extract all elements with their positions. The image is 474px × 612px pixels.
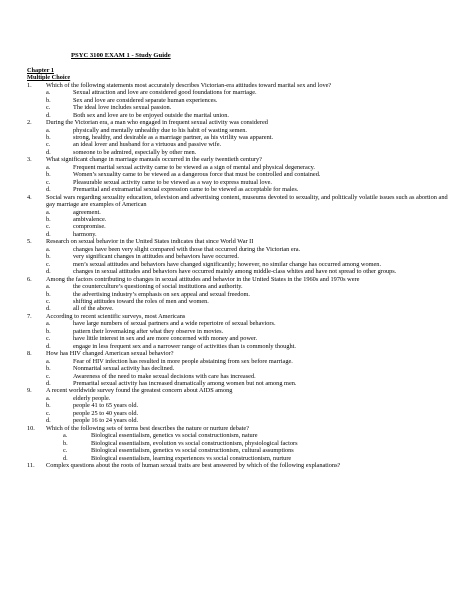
option-text: the counterculture’s questioning of social institutions and authority.	[73, 283, 243, 291]
question-text: Research on sexual behavior in the United States indicates that since World War II	[46, 238, 254, 246]
question-number: 9.	[27, 387, 32, 395]
question-text: During the Victorian era, a man who engaged in frequent sexual activity was considered	[46, 119, 268, 127]
question-item	[27, 156, 457, 163]
option-text: Biological essentialism, genetics vs social constructionism, cultural assumptions	[91, 447, 294, 455]
question-item	[27, 313, 457, 320]
option-text: Premarital and extramarital sexual expression came to be viewed as acceptable for males.	[73, 186, 299, 194]
section-heading: Multiple Choice	[27, 74, 71, 82]
option-letter: c.	[63, 447, 68, 455]
option-letter: c.	[46, 178, 51, 186]
question-text: How has HIV changed American sexual behavior?	[46, 350, 174, 358]
option-text: Sexual attraction and love are considered good foundations for marriage.	[73, 89, 257, 97]
question-number: 3.	[27, 156, 32, 164]
answer-option	[27, 305, 457, 312]
answer-option	[27, 455, 457, 462]
option-text: ambivalence.	[73, 216, 107, 224]
answer-option	[27, 320, 457, 327]
option-text: someone to be admired, especially by other men.	[73, 148, 197, 156]
option-letter: d.	[46, 305, 51, 313]
option-text: men’s sexual attitudes and behaviors have changed significantly; however, no similar change has occurred among women.	[73, 260, 382, 268]
option-letter: d.	[46, 111, 51, 119]
question-number: 7.	[27, 312, 32, 320]
answer-option	[27, 268, 457, 275]
option-letter: c.	[46, 223, 51, 231]
option-text: Sex and love are considered separate human experiences.	[73, 96, 218, 104]
option-text: shifting attitudes toward the roles of men and women.	[73, 298, 209, 305]
answer-option	[27, 395, 457, 402]
question-text: A recent worldwide survey found the greatest concern about AIDS among	[46, 387, 233, 395]
question-item	[27, 387, 457, 394]
answer-option	[27, 253, 457, 260]
answer-option	[27, 298, 457, 305]
option-text: elderly people.	[73, 394, 111, 402]
option-text: changes have been very slight compared with those that occurred during the Victorian era.	[73, 245, 301, 253]
option-text: have little interest in sex and are more concerned with money and power.	[73, 335, 258, 343]
option-text: Both sex and love are to be enjoyed outside the marital union.	[73, 111, 229, 119]
option-text: Biological essentialism, genetics vs social constructionism, nature	[91, 432, 258, 440]
option-text: Biological essentialism, learning experiences vs social constructionism, nurture	[91, 454, 292, 462]
question-text: What significant change in marriage manuals occurred in the early twentieth century?	[46, 156, 262, 164]
answer-option	[27, 127, 457, 134]
question-number: 11.	[27, 461, 35, 469]
option-letter: a.	[46, 208, 51, 216]
option-letter: d.	[46, 186, 51, 194]
option-text: Pleasurable sexual activity came to be viewed as a way to express mutual love.	[73, 178, 272, 186]
answer-option	[27, 335, 457, 342]
option-letter: d.	[46, 230, 51, 238]
option-text: engage in less frequent sex and a narrower range of activities than is commonly thought.	[73, 342, 296, 350]
option-letter: c.	[46, 372, 51, 380]
option-text: Premarital sexual activity has increased dramatically among women but not among men.	[73, 379, 297, 387]
question-item	[27, 350, 457, 357]
option-letter: a.	[46, 283, 51, 291]
answer-option	[27, 186, 457, 193]
option-letter: b.	[46, 96, 51, 104]
question-list	[27, 82, 457, 470]
answer-option	[27, 134, 457, 141]
question-item	[27, 238, 457, 245]
answer-option	[27, 440, 457, 447]
option-text: very significant changes in attitudes and behaviors have occurred.	[73, 253, 239, 261]
option-letter: c.	[46, 335, 51, 343]
option-letter: d.	[46, 268, 51, 276]
answer-option	[27, 104, 457, 111]
option-letter: c.	[46, 141, 51, 149]
answer-option	[27, 365, 457, 372]
option-letter: a.	[46, 89, 51, 97]
question-text: Among the factors contributing to changes in sexual attitudes and behavior in the United States in the 1960s and 1970s were	[46, 275, 360, 283]
option-letter: a.	[46, 163, 51, 171]
option-letter: c.	[46, 104, 51, 112]
option-letter: b.	[46, 253, 51, 261]
answer-option	[27, 373, 457, 380]
option-text: Biological essentialism, evolution vs social constructionism, physiological factors	[91, 439, 298, 447]
question-number: 6.	[27, 275, 32, 283]
option-letter: b.	[46, 134, 51, 142]
answer-option	[27, 89, 457, 96]
answer-option	[27, 283, 457, 290]
question-text: Complex questions about the roots of human sexual traits are best answered by which of the following explanations?	[46, 461, 341, 469]
question-item	[27, 425, 457, 432]
option-text: people 41 to 65 years old.	[73, 402, 139, 410]
answer-option	[27, 328, 457, 335]
study-guide-content	[27, 52, 457, 469]
option-text: Frequent marital sexual activity came to be viewed as a sign of mental and physical degeneracy.	[73, 163, 315, 171]
option-letter: b.	[46, 290, 51, 298]
answer-option	[27, 380, 457, 387]
answer-option	[27, 358, 457, 365]
question-number: 2.	[27, 119, 32, 127]
question-text: According to recent scientific surveys, most Americans	[46, 312, 186, 320]
option-letter: a.	[46, 357, 51, 365]
option-text: changes in sexual attitudes and behaviors have occurred mainly among middle-class whites and have not spread to other groups.	[73, 268, 397, 276]
option-letter: b.	[46, 171, 51, 179]
chapter-heading: Chapter 1	[27, 66, 54, 74]
option-text: all of the above.	[73, 305, 114, 313]
answer-option	[27, 112, 457, 119]
option-letter: a.	[63, 432, 68, 440]
option-text: Women’s sexuality came to be viewed as a dangerous force that must be controlled and contained.	[73, 171, 321, 179]
question-number: 10.	[27, 424, 35, 432]
option-letter: a.	[46, 245, 51, 253]
answer-option	[27, 432, 457, 439]
option-letter: b.	[46, 216, 51, 224]
option-text: The ideal love includes sexual passion.	[73, 104, 172, 112]
option-letter: d.	[46, 342, 51, 350]
option-letter: d.	[46, 379, 51, 387]
option-letter: a.	[46, 394, 51, 402]
answer-option	[27, 410, 457, 417]
question-item	[27, 462, 457, 469]
option-text: have large numbers of sexual partners and a wide repertoire of sexual behaviors.	[73, 320, 276, 328]
option-text: Fear of HIV infection has resulted in more people abstaining from sex before marriage.	[73, 357, 293, 365]
option-letter: b.	[46, 402, 51, 410]
answer-option	[27, 246, 457, 253]
option-text: people 16 to 24 years old.	[73, 417, 139, 425]
answer-option	[27, 179, 457, 186]
answer-option	[27, 141, 457, 148]
question-text: Social wars regarding sexuality education, television and advertising content, museums devoted to sexuality, and politically volatile issues such as abortion and gay marriage are examples of American	[46, 193, 448, 209]
answer-option	[27, 97, 457, 104]
option-letter: b.	[46, 327, 51, 335]
question-item	[27, 119, 457, 126]
question-number: 4.	[27, 193, 32, 201]
answer-option	[27, 261, 457, 268]
option-letter: d.	[63, 454, 68, 462]
option-letter: a.	[46, 126, 51, 134]
option-text: strong, healthy, and desirable as a marriage partner, as his virility was apparent.	[73, 134, 274, 142]
question-text: Which of the following sets of terms best describes the nature or nurture debate?	[46, 424, 250, 432]
option-letter: c.	[46, 298, 51, 305]
option-letter: a.	[46, 320, 51, 328]
answer-option	[27, 343, 457, 350]
answer-option	[27, 164, 457, 171]
answer-option	[27, 149, 457, 156]
option-text: an ideal lover and husband for a virtuous and passive wife.	[73, 141, 222, 149]
option-text: harmony.	[73, 230, 97, 238]
question-item	[27, 82, 457, 89]
question-number: 1.	[27, 81, 32, 89]
option-text: agreement.	[73, 208, 101, 216]
option-letter: b.	[46, 365, 51, 373]
option-letter: c.	[46, 260, 51, 268]
question-text: Which of the following statements most accurately describes Victorian-era attitudes toward marital sex and love?	[46, 81, 332, 89]
option-letter: c.	[46, 409, 51, 417]
answer-option	[27, 447, 457, 454]
question-number: 8.	[27, 350, 32, 358]
answer-option	[27, 223, 457, 230]
option-text: pattern their lovemaking after what they observe in movies.	[73, 327, 224, 335]
option-letter: b.	[63, 439, 68, 447]
option-text: the advertising industry’s emphasis on sex appeal and sexual freedom.	[73, 290, 250, 298]
document-title: PSYC 3100 EXAM 1 - Study Guide	[71, 52, 171, 59]
option-letter: d.	[46, 148, 51, 156]
option-letter: d.	[46, 417, 51, 425]
answer-option	[27, 216, 457, 223]
option-text: Awareness of the need to make sexual decisions with care has increased.	[73, 372, 256, 380]
option-text: compromise.	[73, 223, 106, 231]
option-text: Nonmarital sexual activity has declined.	[73, 365, 175, 373]
question-number: 5.	[27, 238, 32, 246]
answer-option	[27, 417, 457, 424]
option-text: physically and mentally unhealthy due to his habit of wasting semen.	[73, 126, 248, 134]
question-item	[27, 194, 457, 209]
question-item	[27, 276, 457, 283]
answer-option	[27, 209, 457, 216]
answer-option	[27, 171, 457, 178]
answer-option	[27, 231, 457, 238]
answer-option	[27, 402, 457, 409]
option-text: people 25 to 40 years old.	[73, 409, 139, 417]
answer-option	[27, 291, 457, 298]
